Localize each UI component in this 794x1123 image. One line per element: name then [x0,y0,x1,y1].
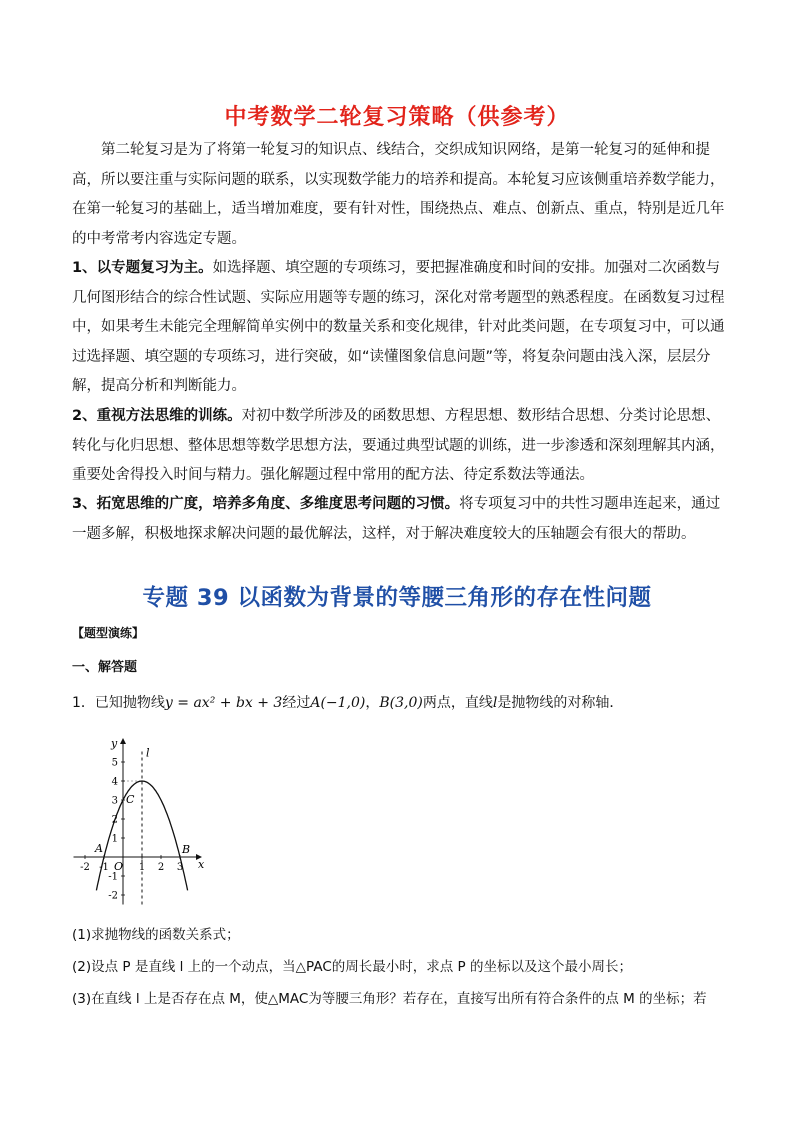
subquestion-3: (3)在直线 l 上是否存在点 M，使△MAC为等腰三角形？若存在，直接写出所有符合条件的点 M 的坐标；若 [72,991,707,1007]
question-suffix: 是抛物线的对称轴． [497,695,624,711]
point-c-label: C [126,793,135,806]
question-prefix: 1．已知抛物线 [72,695,165,711]
question-line-l: l [492,695,498,711]
question-point-b: B(3,0) [379,695,423,711]
point-3-text: 将专项复习中的共性习题串连起来，通过一题多解，积极地探求解决问题的最优解法，这样，对于解决难度较大的压轴题会有很大的帮助。 [72,496,721,542]
question-1 [72,692,623,712]
point-1 [72,254,732,402]
y-tick-label: 5 [111,757,118,769]
page-title: 中考数学二轮复习策略（供参考） [224,105,570,130]
subquestion-1: (1)求抛物线的函数关系式； [72,927,240,943]
point-3-heading: 3、拓宽思维的广度，培养多角度、多维度思考问题的习惯。 [72,496,460,512]
point-1-heading: 1、以专题复习为主。 [72,260,213,276]
y-tick-label: -1 [108,871,118,883]
parabola-graph [66,730,246,915]
x-tick-label: -2 [80,862,90,873]
origin-label: O [114,860,124,873]
intro-paragraph: 第二轮复习是为了将第一轮复习的知识点、线结合，交织成知识网络，是第一轮复习的延伸和提高，所以要注重与实际问题的联系，以实现数学能力的培养和提高。本轮复习应该侧重培养数学能力，在第一轮复习的基础上，适当增加难度，要有针对性，围绕热点、难点、创新点、重点，特别是近几年的中考常考内容选定专题。 [72,142,725,247]
point-3 [72,490,732,549]
y-tick-label: 3 [111,795,118,807]
axis-ticks [80,758,183,902]
line-l-label: l [146,746,150,760]
topic-title: 专题 39 以函数为背景的等腰三角形的存在性问题 [142,585,652,611]
question-mid2: 两点，直线 [422,695,493,711]
point-a-label: A [95,842,103,855]
x-tick-label: 1 [138,862,146,873]
question-sep: ， [365,695,380,711]
x-tick-label: -1 [99,862,109,873]
subquestion-2: (2)设点 P 是直线 l 上的一个动点，当△PAC的周长最小时，求点 P 的坐标以及这个最小周长； [72,959,632,975]
y-axis-label: y [111,737,118,750]
x-tick-label: 3 [176,862,184,873]
section-tag: 【题型演练】 [72,626,145,640]
x-axis-label: x [198,858,205,871]
point-b-label: B [182,843,191,856]
point-2-text: 对初中数学所涉及的函数思想、方程思想、数形结合思想、分类讨论思想、转化与化归思想、整体思想等数学思想方法，要通过典型试题的训练，进一步渗透和深刻理解其内涵，重要处舍得投入时间与精力。强化解题过程中常用的配方法、待定系数法等通法。 [72,408,725,483]
point-2-heading: 2、重视方法思维的训练。 [72,408,242,424]
y-tick-label: 4 [111,776,118,788]
y-tick-label: 1 [111,833,118,845]
question-mid1: 经过 [282,695,311,711]
x-tick-label: 2 [157,862,165,873]
question-point-a: A(−1,0) [310,695,366,711]
y-tick-label: 2 [111,814,118,826]
point-2 [72,402,732,491]
question-formula: y = ax² + bx + 3 [164,695,283,711]
y-tick-label: -2 [108,890,118,902]
point-1-text: 如选择题、填空题的专项练习，要把握准确度和时间的安排。加强对二次函数与几何图形结合的综合性试题、实际应用题等专题的练习，深化对常考题型的熟悉程度。在函数复习过程中，如果考生未能完全理解简单实例中的数量关系和变化规律，针对此类问题，在专项复习中，可以通过选择题、填空题的专项练习，进行突破，如“读懂图象信息问题”等，将复杂问题由浅入深，层层分解，提高分析和判断能力。 [72,260,725,394]
section-name: 一、解答题 [72,660,138,675]
